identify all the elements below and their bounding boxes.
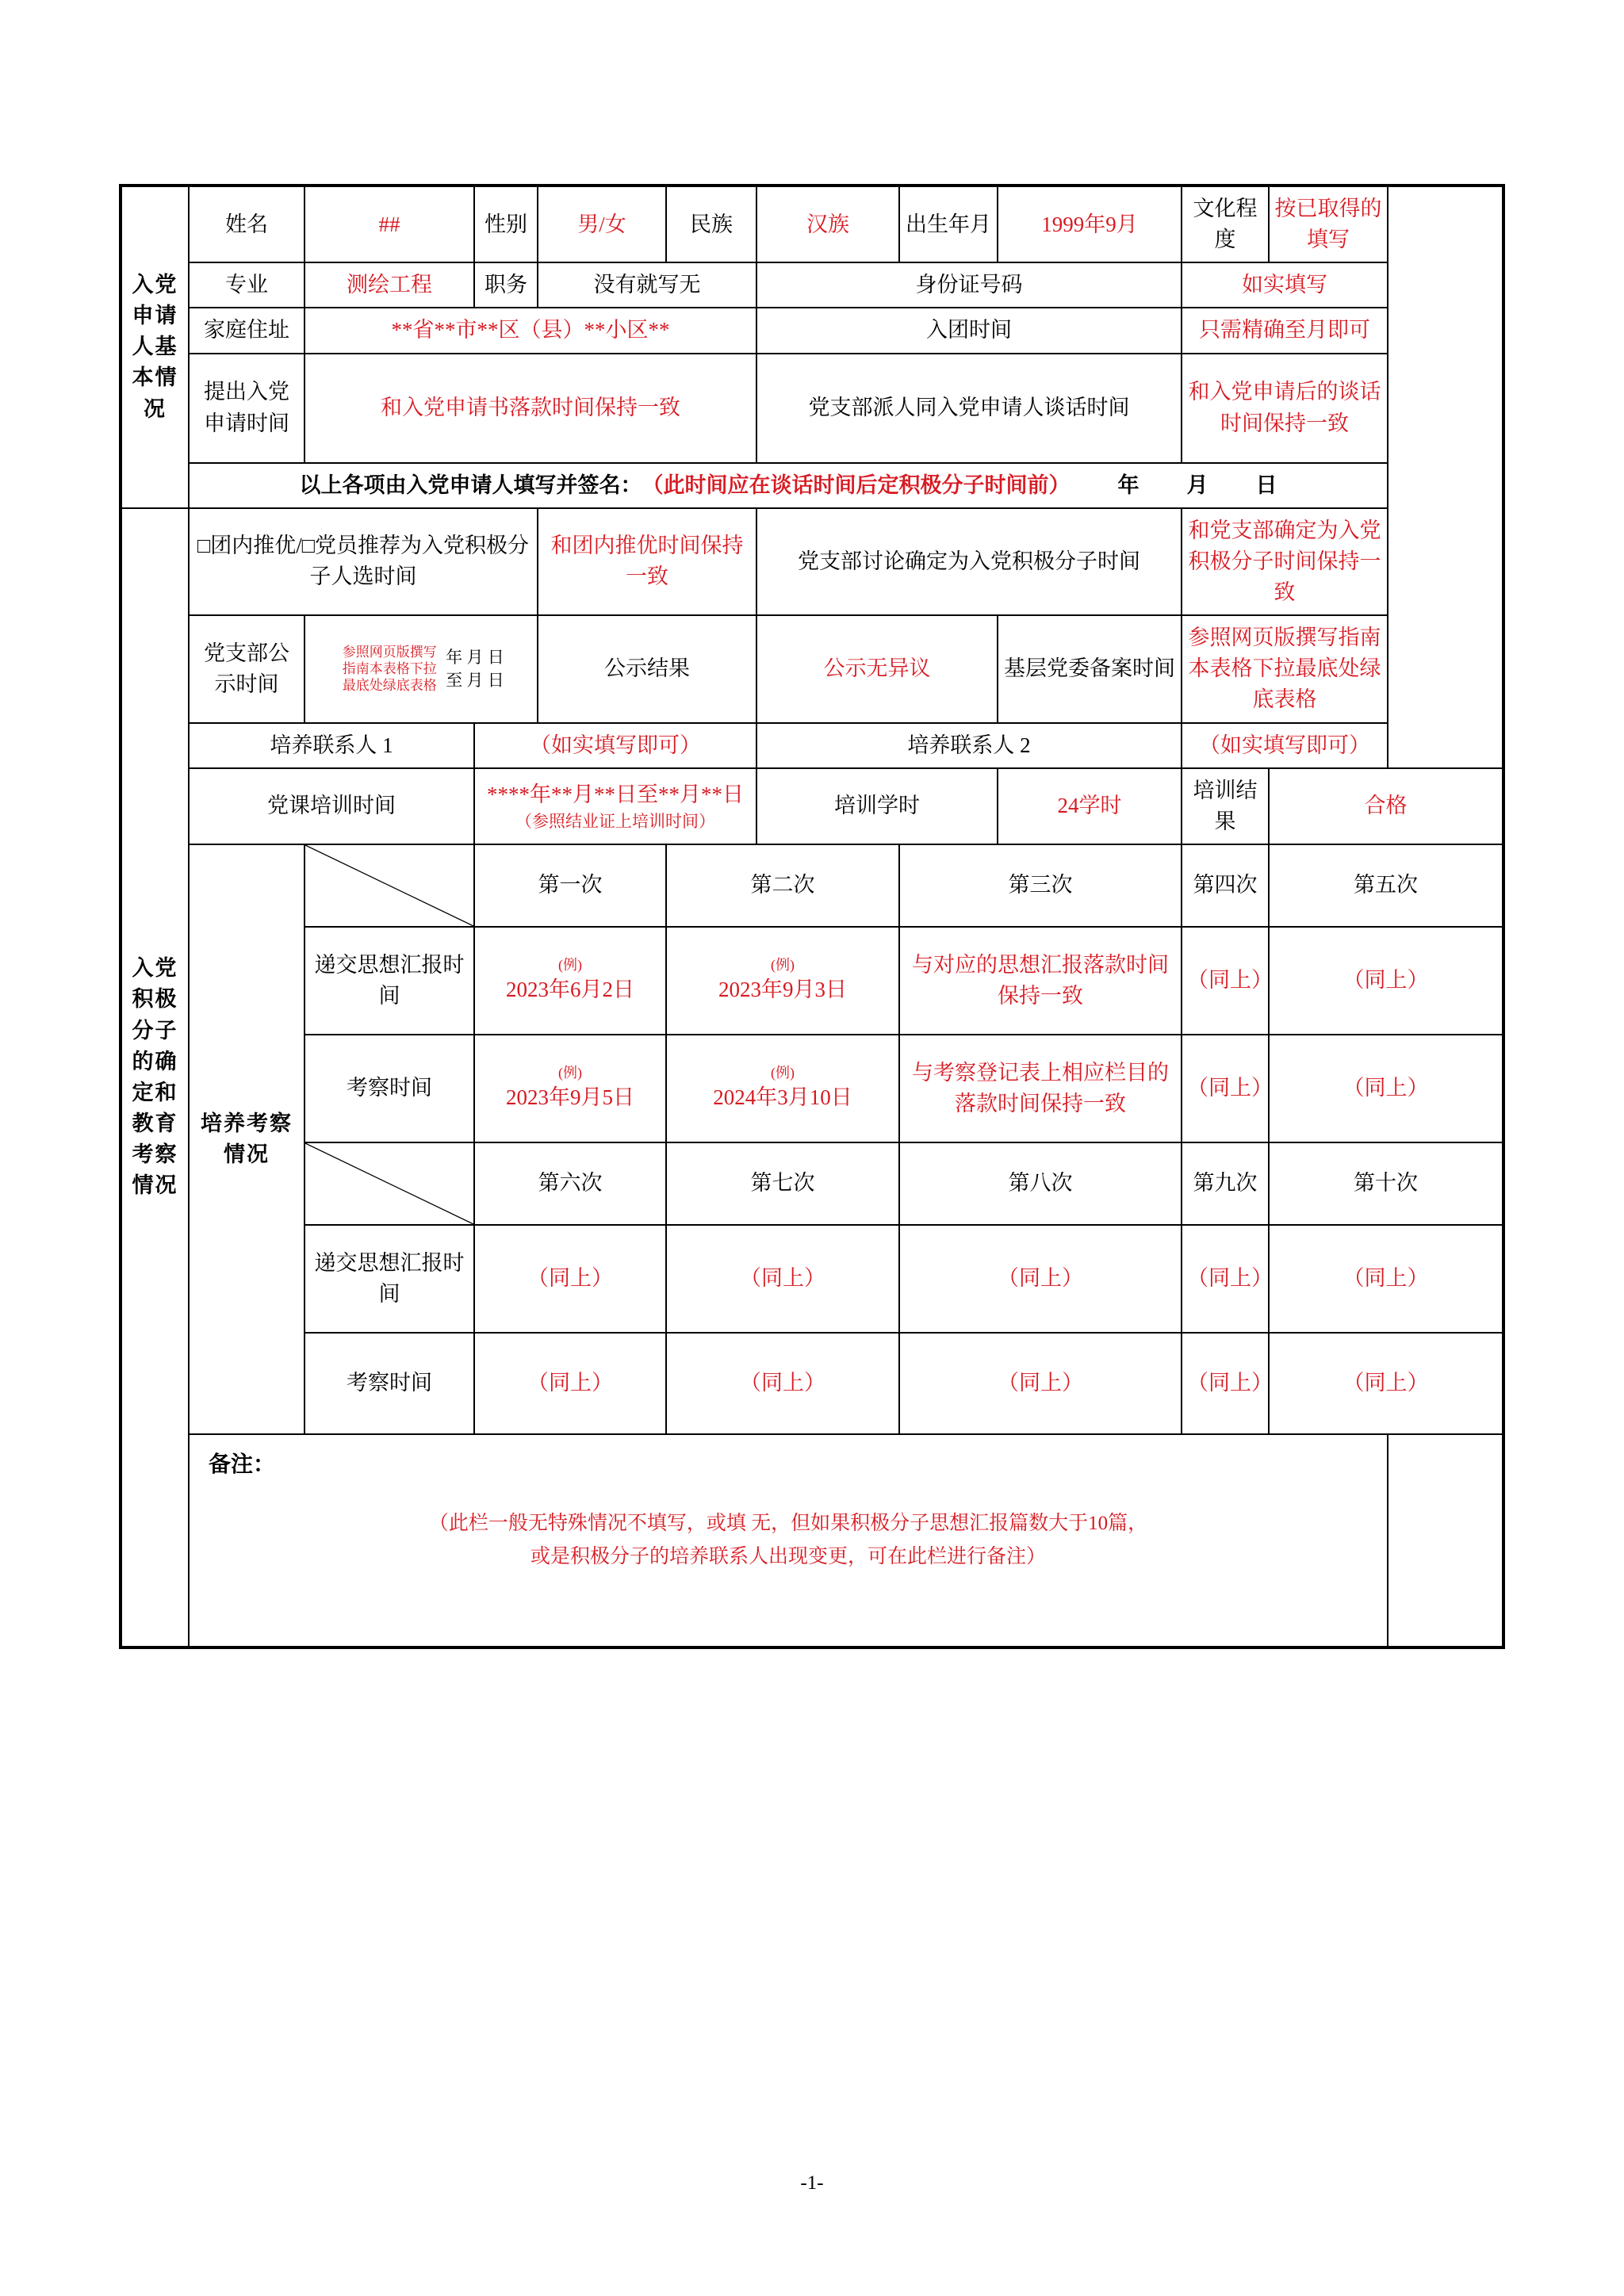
remark-line-2: 或是积极分子的培养联系人出现变更，可在此栏进行备注）: [530, 1546, 1046, 1568]
talk-time-value[interactable]: 和入党申请后的谈话时间保持一致: [1182, 354, 1388, 463]
basic-info-row-3: [121, 308, 1503, 353]
training-time-note: （参照结业证上培训时间）: [515, 812, 715, 832]
contact1-value[interactable]: （如实填写即可）: [474, 723, 756, 768]
report-b-2[interactable]: （同上）: [666, 1225, 899, 1333]
address-label: 家庭住址: [189, 308, 304, 353]
nation-label: 民族: [666, 186, 756, 262]
recommend-label: □团内推优/□党员推荐为入党积极分子人选时间: [189, 508, 538, 615]
gender-label: 性别: [474, 186, 538, 262]
talk-time-label: 党支部派人同入党申请人谈话时间: [756, 354, 1182, 463]
report-a-1-value: 2023年6月2日: [506, 978, 634, 1002]
major-value[interactable]: 测绘工程: [304, 262, 474, 308]
league-label: 入团时间: [756, 308, 1182, 353]
apply-time-label: 提出入党申请时间: [189, 354, 304, 463]
inspect-time-label-a: 考察时间: [304, 1035, 474, 1142]
inspection-inspect-row-b: [121, 1333, 1503, 1434]
inspect-b-5[interactable]: （同上）: [1269, 1333, 1503, 1434]
league-value[interactable]: 只需精确至月即可: [1182, 308, 1388, 353]
report-a-5[interactable]: （同上）: [1269, 927, 1503, 1035]
inspection-col-b-3: 第八次: [899, 1142, 1182, 1225]
report-a-2[interactable]: [666, 927, 899, 1035]
training-hours-value[interactable]: 24学时: [998, 768, 1182, 844]
inspection-side-label: [189, 844, 304, 1434]
branch-decide-value[interactable]: 和党支部确定为入党积极分子时间保持一致: [1182, 508, 1388, 615]
section2-vertical-label: [121, 508, 189, 1647]
inspect-a-2-note: (例): [771, 1064, 795, 1081]
post-label: 职务: [474, 262, 538, 308]
inspect-b-4[interactable]: （同上）: [1182, 1333, 1269, 1434]
inspect-b-1[interactable]: （同上）: [474, 1333, 666, 1434]
activist-row-3: [121, 723, 1503, 768]
inspection-header-a: [121, 844, 1503, 927]
inspection-col-b-1: 第六次: [474, 1142, 666, 1225]
contact2-label: 培养联系人 2: [756, 723, 1182, 768]
report-a-2-value: 2023年9月3日: [718, 978, 847, 1002]
basic-info-row-2: [121, 262, 1503, 308]
name-label: 姓名: [189, 186, 304, 262]
publicity-from[interactable]: 年 月 日: [446, 648, 504, 668]
inspect-a-1-note: (例): [558, 1064, 582, 1081]
inspection-inspect-row-a: [121, 1035, 1503, 1142]
inspection-col-a-1: 第一次: [474, 844, 666, 927]
publicity-to[interactable]: 至 月 日: [446, 670, 504, 690]
gender-value[interactable]: 男/女: [538, 186, 666, 262]
section1-label-text: 入党申请人基本情况: [132, 273, 178, 421]
inspect-a-1-value: 2023年9月5日: [506, 1085, 634, 1110]
remark-line-1: （此栏一般无特殊情况不填写，或填 无，但如果积极分子思想汇报篇数大于10篇，: [428, 1512, 1148, 1534]
training-time-label: 党课培训时间: [189, 768, 474, 844]
publicity-note: 参照网页版撰写指南本表格下拉最底处绿底表格: [342, 644, 437, 694]
report-b-1[interactable]: （同上）: [474, 1225, 666, 1333]
inspect-b-2[interactable]: （同上）: [666, 1333, 899, 1434]
signature-text: 以上各项由入党申请人填写并签名：: [299, 473, 642, 497]
birth-value[interactable]: 1999年9月: [998, 186, 1182, 262]
page-number: -1-: [800, 2172, 824, 2194]
section1-vertical-label: [121, 186, 189, 508]
record-time-value[interactable]: 参照网页版撰写指南本表格下拉最底处绿底表格: [1182, 615, 1388, 722]
inspection-col-a-4: 第四次: [1182, 844, 1269, 927]
major-label: 专业: [189, 262, 304, 308]
training-result-value[interactable]: 合格: [1269, 768, 1503, 844]
inspect-a-2-value: 2024年3月10日: [713, 1085, 852, 1110]
section2-label-text: 入党积极分子的确定和教育考察情况: [132, 956, 178, 1198]
inspect-a-1[interactable]: [474, 1035, 666, 1142]
signature-month[interactable]: 月: [1186, 473, 1208, 497]
education-label: 文化程度: [1182, 186, 1269, 262]
report-a-1-note: (例): [558, 956, 582, 973]
publicity-result-value[interactable]: 公示无异议: [756, 615, 998, 722]
inspection-col-b-2: 第七次: [666, 1142, 899, 1225]
report-a-3[interactable]: 与对应的思想汇报落款时间保持一致: [899, 927, 1182, 1035]
basic-info-row-1: [121, 186, 1503, 262]
inspect-a-2[interactable]: [666, 1035, 899, 1142]
inspection-report-row-a: [121, 927, 1503, 1035]
education-value[interactable]: 按已取得的填写: [1269, 186, 1388, 262]
report-time-label-a: 递交思想汇报时间: [304, 927, 474, 1035]
training-hours-label: 培训学时: [756, 768, 998, 844]
signature-cell: [189, 463, 1388, 508]
report-a-1[interactable]: [474, 927, 666, 1035]
inspect-time-label-b: 考察时间: [304, 1333, 474, 1434]
remark-row: [121, 1434, 1503, 1647]
signature-year[interactable]: 年: [1117, 473, 1139, 497]
form-table: [119, 184, 1505, 1649]
inspection-col-a-5: 第五次: [1269, 844, 1503, 927]
apply-time-value[interactable]: 和入党申请书落款时间保持一致: [304, 354, 756, 463]
id-value[interactable]: 如实填写: [1182, 262, 1388, 308]
remark-cell[interactable]: [189, 1434, 1388, 1647]
inspect-a-3[interactable]: 与考察登记表上相应栏目的落款时间保持一致: [899, 1035, 1182, 1142]
publicity-time-label: 党支部公示时间: [189, 615, 304, 722]
signature-day[interactable]: 日: [1255, 473, 1277, 497]
contact2-value[interactable]: （如实填写即可）: [1182, 723, 1388, 768]
report-b-5[interactable]: （同上）: [1269, 1225, 1503, 1333]
inspection-col-a-2: 第二次: [666, 844, 899, 927]
inspection-corner-a: [304, 844, 474, 927]
signature-note: （此时间应在谈话时间后定积极分子时间前）: [642, 473, 1071, 497]
nation-value[interactable]: 汉族: [756, 186, 899, 262]
inspection-col-b-4: 第九次: [1182, 1142, 1269, 1225]
report-time-label-b: 递交思想汇报时间: [304, 1225, 474, 1333]
inspection-header-b: [121, 1142, 1503, 1225]
name-value[interactable]: ##: [304, 186, 474, 262]
recommend-value[interactable]: 和团内推优时间保持一致: [538, 508, 756, 615]
training-result-label: 培训结果: [1182, 768, 1269, 844]
inspection-col-a-3: 第三次: [899, 844, 1182, 927]
training-time-value[interactable]: [474, 768, 756, 844]
inspect-a-4[interactable]: （同上）: [1182, 1035, 1269, 1142]
publicity-time-value[interactable]: [304, 615, 538, 722]
birth-label: 出生年月: [899, 186, 998, 262]
inspection-side-label-text: 培养考察情况: [201, 1111, 293, 1166]
report-a-2-note: (例): [771, 956, 795, 973]
activist-row-2: [121, 615, 1503, 722]
inspection-report-row-b: [121, 1225, 1503, 1333]
address-value[interactable]: **省**市**区（县）**小区**: [304, 308, 756, 353]
remark-label: 备注：: [209, 1452, 276, 1477]
publicity-result-label: 公示结果: [538, 615, 756, 722]
activist-row-4: [121, 768, 1503, 844]
basic-info-row-4: [121, 354, 1503, 463]
report-a-4[interactable]: （同上）: [1182, 927, 1269, 1035]
inspect-b-3[interactable]: （同上）: [899, 1333, 1182, 1434]
contact1-label: 培养联系人 1: [189, 723, 474, 768]
inspection-corner-b: [304, 1142, 474, 1225]
inspection-col-b-5: 第十次: [1269, 1142, 1503, 1225]
training-time-text: ****年**月**日至**月**日: [487, 783, 744, 807]
id-label: 身份证号码: [756, 262, 1182, 308]
applicant-signature-row: [121, 463, 1503, 508]
post-value[interactable]: 没有就写无: [538, 262, 756, 308]
inspect-a-5[interactable]: （同上）: [1269, 1035, 1503, 1142]
report-b-4[interactable]: （同上）: [1182, 1225, 1269, 1333]
branch-decide-label: 党支部讨论确定为入党积极分子时间: [756, 508, 1182, 615]
record-time-label: 基层党委备案时间: [998, 615, 1182, 722]
report-b-3[interactable]: （同上）: [899, 1225, 1182, 1333]
activist-row-1: [121, 508, 1503, 615]
